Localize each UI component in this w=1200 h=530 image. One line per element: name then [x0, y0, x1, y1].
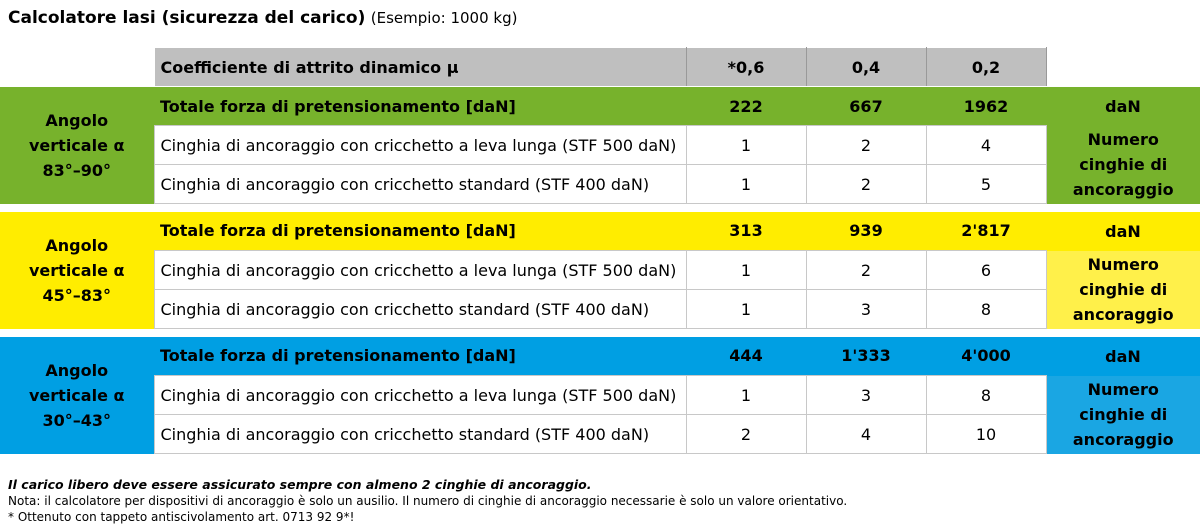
- section-gap: [0, 329, 1200, 337]
- footnote: * Ottenuto con tappeto antiscivolamento art. 0713 92 9*!: [8, 510, 355, 524]
- mu-value: 0,2: [926, 48, 1046, 87]
- angle-range: 45°–83°: [42, 285, 112, 305]
- angle-label: verticale α: [29, 135, 125, 155]
- angle-label: verticale α: [29, 260, 125, 280]
- page-title: [8, 8, 517, 28]
- total-value: 1962: [963, 96, 1009, 116]
- strap-count: 3: [806, 290, 926, 329]
- angle-range: 83°–90°: [42, 160, 112, 180]
- table-row: [0, 376, 1200, 415]
- title-main: Calcolatore lasi (sicurezza del carico): [8, 8, 366, 28]
- total-value: 4'000: [961, 346, 1011, 366]
- strap-count: 2: [806, 165, 926, 204]
- total-row: [0, 212, 1200, 251]
- mu-value: 0,4: [806, 48, 926, 87]
- strap-count: 4: [806, 415, 926, 454]
- total-value: 2'817: [961, 221, 1011, 241]
- strap-count: 8: [926, 376, 1046, 415]
- strap-count: 5: [926, 165, 1046, 204]
- angle-label: Angolo: [45, 360, 109, 380]
- strap-count: 2: [686, 415, 806, 454]
- warning-note: Il carico libero deve essere assicurato sempre con almeno 2 cinghie di ancoraggio.: [8, 477, 592, 492]
- header-spacer: [1046, 48, 1200, 87]
- total-value: 222: [729, 96, 763, 116]
- angle-cell: [0, 87, 154, 204]
- total-label: Totale forza di pretensionamento [daN]: [160, 96, 516, 116]
- angle-cell: [0, 337, 154, 454]
- table-row: [0, 165, 1200, 204]
- strap-label: Cinghia di ancoraggio con cricchetto standard (STF 400 daN): [154, 415, 686, 454]
- mu-label: Coefficiente di attrito dinamico μ: [154, 48, 686, 87]
- header-row: [0, 48, 1200, 87]
- angle-label: Angolo: [45, 235, 109, 255]
- unit-label: daN: [1105, 221, 1141, 241]
- notes-block: [8, 477, 847, 525]
- table-row: [0, 126, 1200, 165]
- strap-count: 1: [686, 126, 806, 165]
- header-spacer: [0, 48, 154, 87]
- table-row: [0, 415, 1200, 454]
- unit-label: daN: [1105, 96, 1141, 116]
- count-label: Numero cinghie di ancoraggio: [1046, 376, 1200, 454]
- strap-label: Cinghia di ancoraggio con cricchetto a leva lunga (STF 500 daN): [154, 126, 686, 165]
- strap-count: 8: [926, 290, 1046, 329]
- strap-count: 1: [686, 251, 806, 290]
- strap-label: Cinghia di ancoraggio con cricchetto standard (STF 400 daN): [154, 290, 686, 329]
- title-example: (Esempio: 1000 kg): [370, 9, 518, 27]
- strap-count: 1: [686, 290, 806, 329]
- calculator-table: [0, 47, 1200, 454]
- strap-count: 2: [806, 126, 926, 165]
- strap-label: Cinghia di ancoraggio con cricchetto a leva lunga (STF 500 daN): [154, 376, 686, 415]
- total-label: Totale forza di pretensionamento [daN]: [160, 346, 516, 366]
- strap-count: 1: [686, 376, 806, 415]
- total-value: 313: [729, 221, 763, 241]
- section-gap: [0, 204, 1200, 212]
- total-value: 1'333: [841, 346, 891, 366]
- total-value: 444: [729, 346, 763, 366]
- angle-label: verticale α: [29, 385, 125, 405]
- angle-range: 30°–43°: [42, 410, 112, 430]
- strap-label: Cinghia di ancoraggio con cricchetto a leva lunga (STF 500 daN): [154, 251, 686, 290]
- total-value: 667: [849, 96, 883, 116]
- strap-label: Cinghia di ancoraggio con cricchetto standard (STF 400 daN): [154, 165, 686, 204]
- strap-count: 1: [686, 165, 806, 204]
- count-label: Numero cinghie di ancoraggio: [1046, 251, 1200, 329]
- unit-label: daN: [1105, 346, 1141, 366]
- strap-count: 4: [926, 126, 1046, 165]
- total-value: 939: [849, 221, 883, 241]
- total-row: [0, 87, 1200, 126]
- mu-value: *0,6: [686, 48, 806, 87]
- angle-label: Angolo: [45, 110, 109, 130]
- count-label: Numero cinghie di ancoraggio: [1046, 126, 1200, 204]
- strap-count: 6: [926, 251, 1046, 290]
- table-row: [0, 290, 1200, 329]
- table-row: [0, 251, 1200, 290]
- total-row: [0, 337, 1200, 376]
- disclaimer-note: Nota: il calcolatore per dispositivi di ancoraggio è solo un ausilio. Il numero di cinghie di ancoraggio necessarie è solo un valore orientativo.: [8, 494, 848, 508]
- strap-count: 2: [806, 251, 926, 290]
- strap-count: 10: [926, 415, 1046, 454]
- strap-count: 3: [806, 376, 926, 415]
- angle-cell: [0, 212, 154, 329]
- total-label: Totale forza di pretensionamento [daN]: [160, 221, 516, 241]
